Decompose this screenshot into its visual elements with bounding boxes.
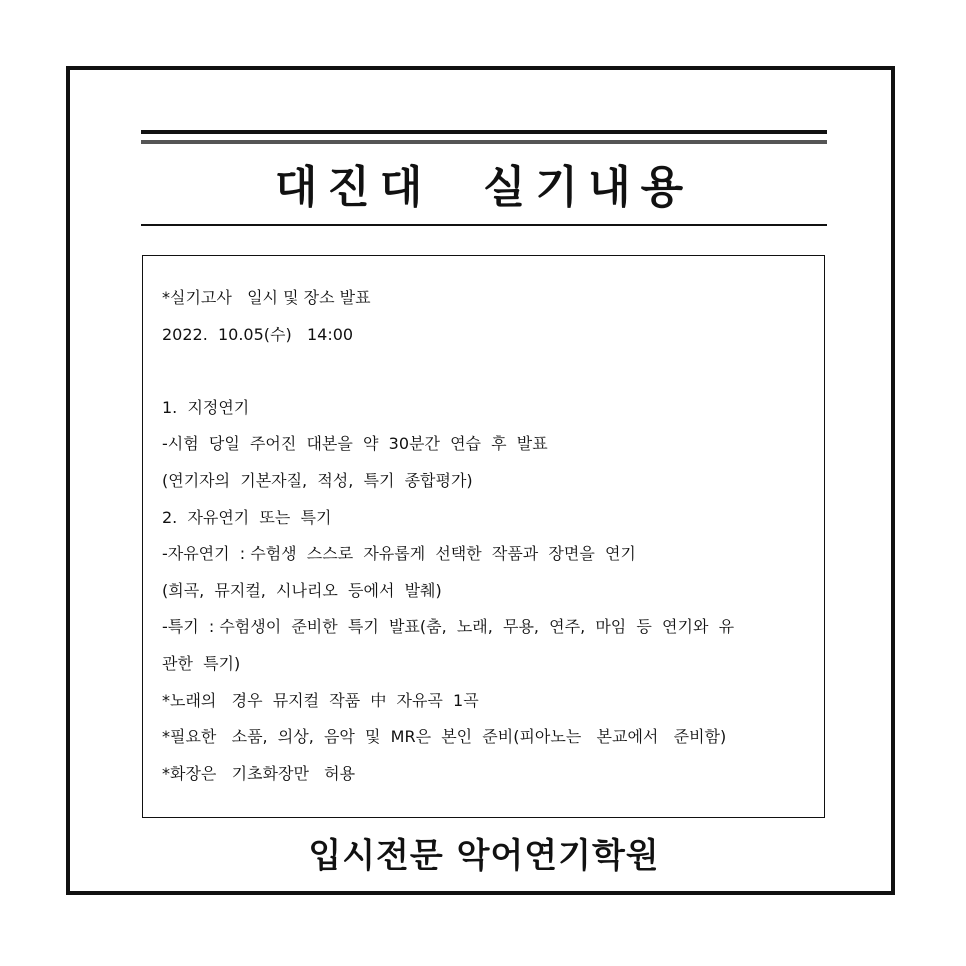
page-title: 대진대 실기내용: [274, 162, 694, 213]
title-bottom-rule: [141, 224, 827, 226]
content-line: 2022. 10.05(수) 14:00: [162, 324, 354, 344]
content-line: 1. 지정연기: [162, 397, 250, 417]
content-line: [162, 353, 812, 390]
content-line: -시험 당일 주어진 대본을 약 30분간 연습 후 발표: [162, 434, 548, 454]
content-line: *필요한 소품, 의상, 음악 및 MR은 본인 준비(피아노는 본교에서 준비함): [162, 727, 727, 747]
content-line: -자유연기 : 수험생 스스로 자유롭게 선택한 작품과 장면을 연기: [162, 544, 636, 564]
content-line: *실기고사 일시 및 장소 발표: [162, 288, 371, 307]
content-line: (희곡, 뮤지컬, 시나리오 등에서 발췌): [162, 580, 442, 600]
title-top-rule: [141, 130, 827, 134]
content-line: 2. 자유연기 또는 특기: [162, 507, 332, 527]
content-line: (연기자의 기본자질, 적성, 특기 종합평가): [162, 470, 473, 490]
content-lines: [162, 280, 812, 792]
title-top-rule-secondary: [141, 140, 827, 144]
content-line: -특기 : 수험생이 준비한 특기 발표(춤, 노래, 무용, 연주, 마임 등 연기와 유: [162, 617, 735, 637]
content-line: *화장은 기초화장만 허용: [162, 763, 356, 783]
content-line: *노래의 경우 뮤지컬 작품 中 자유곡 1곡: [162, 690, 479, 710]
content-line: 관한 특기): [162, 653, 241, 673]
footer-academy-name: 입시전문 악어연기학원: [308, 836, 660, 876]
